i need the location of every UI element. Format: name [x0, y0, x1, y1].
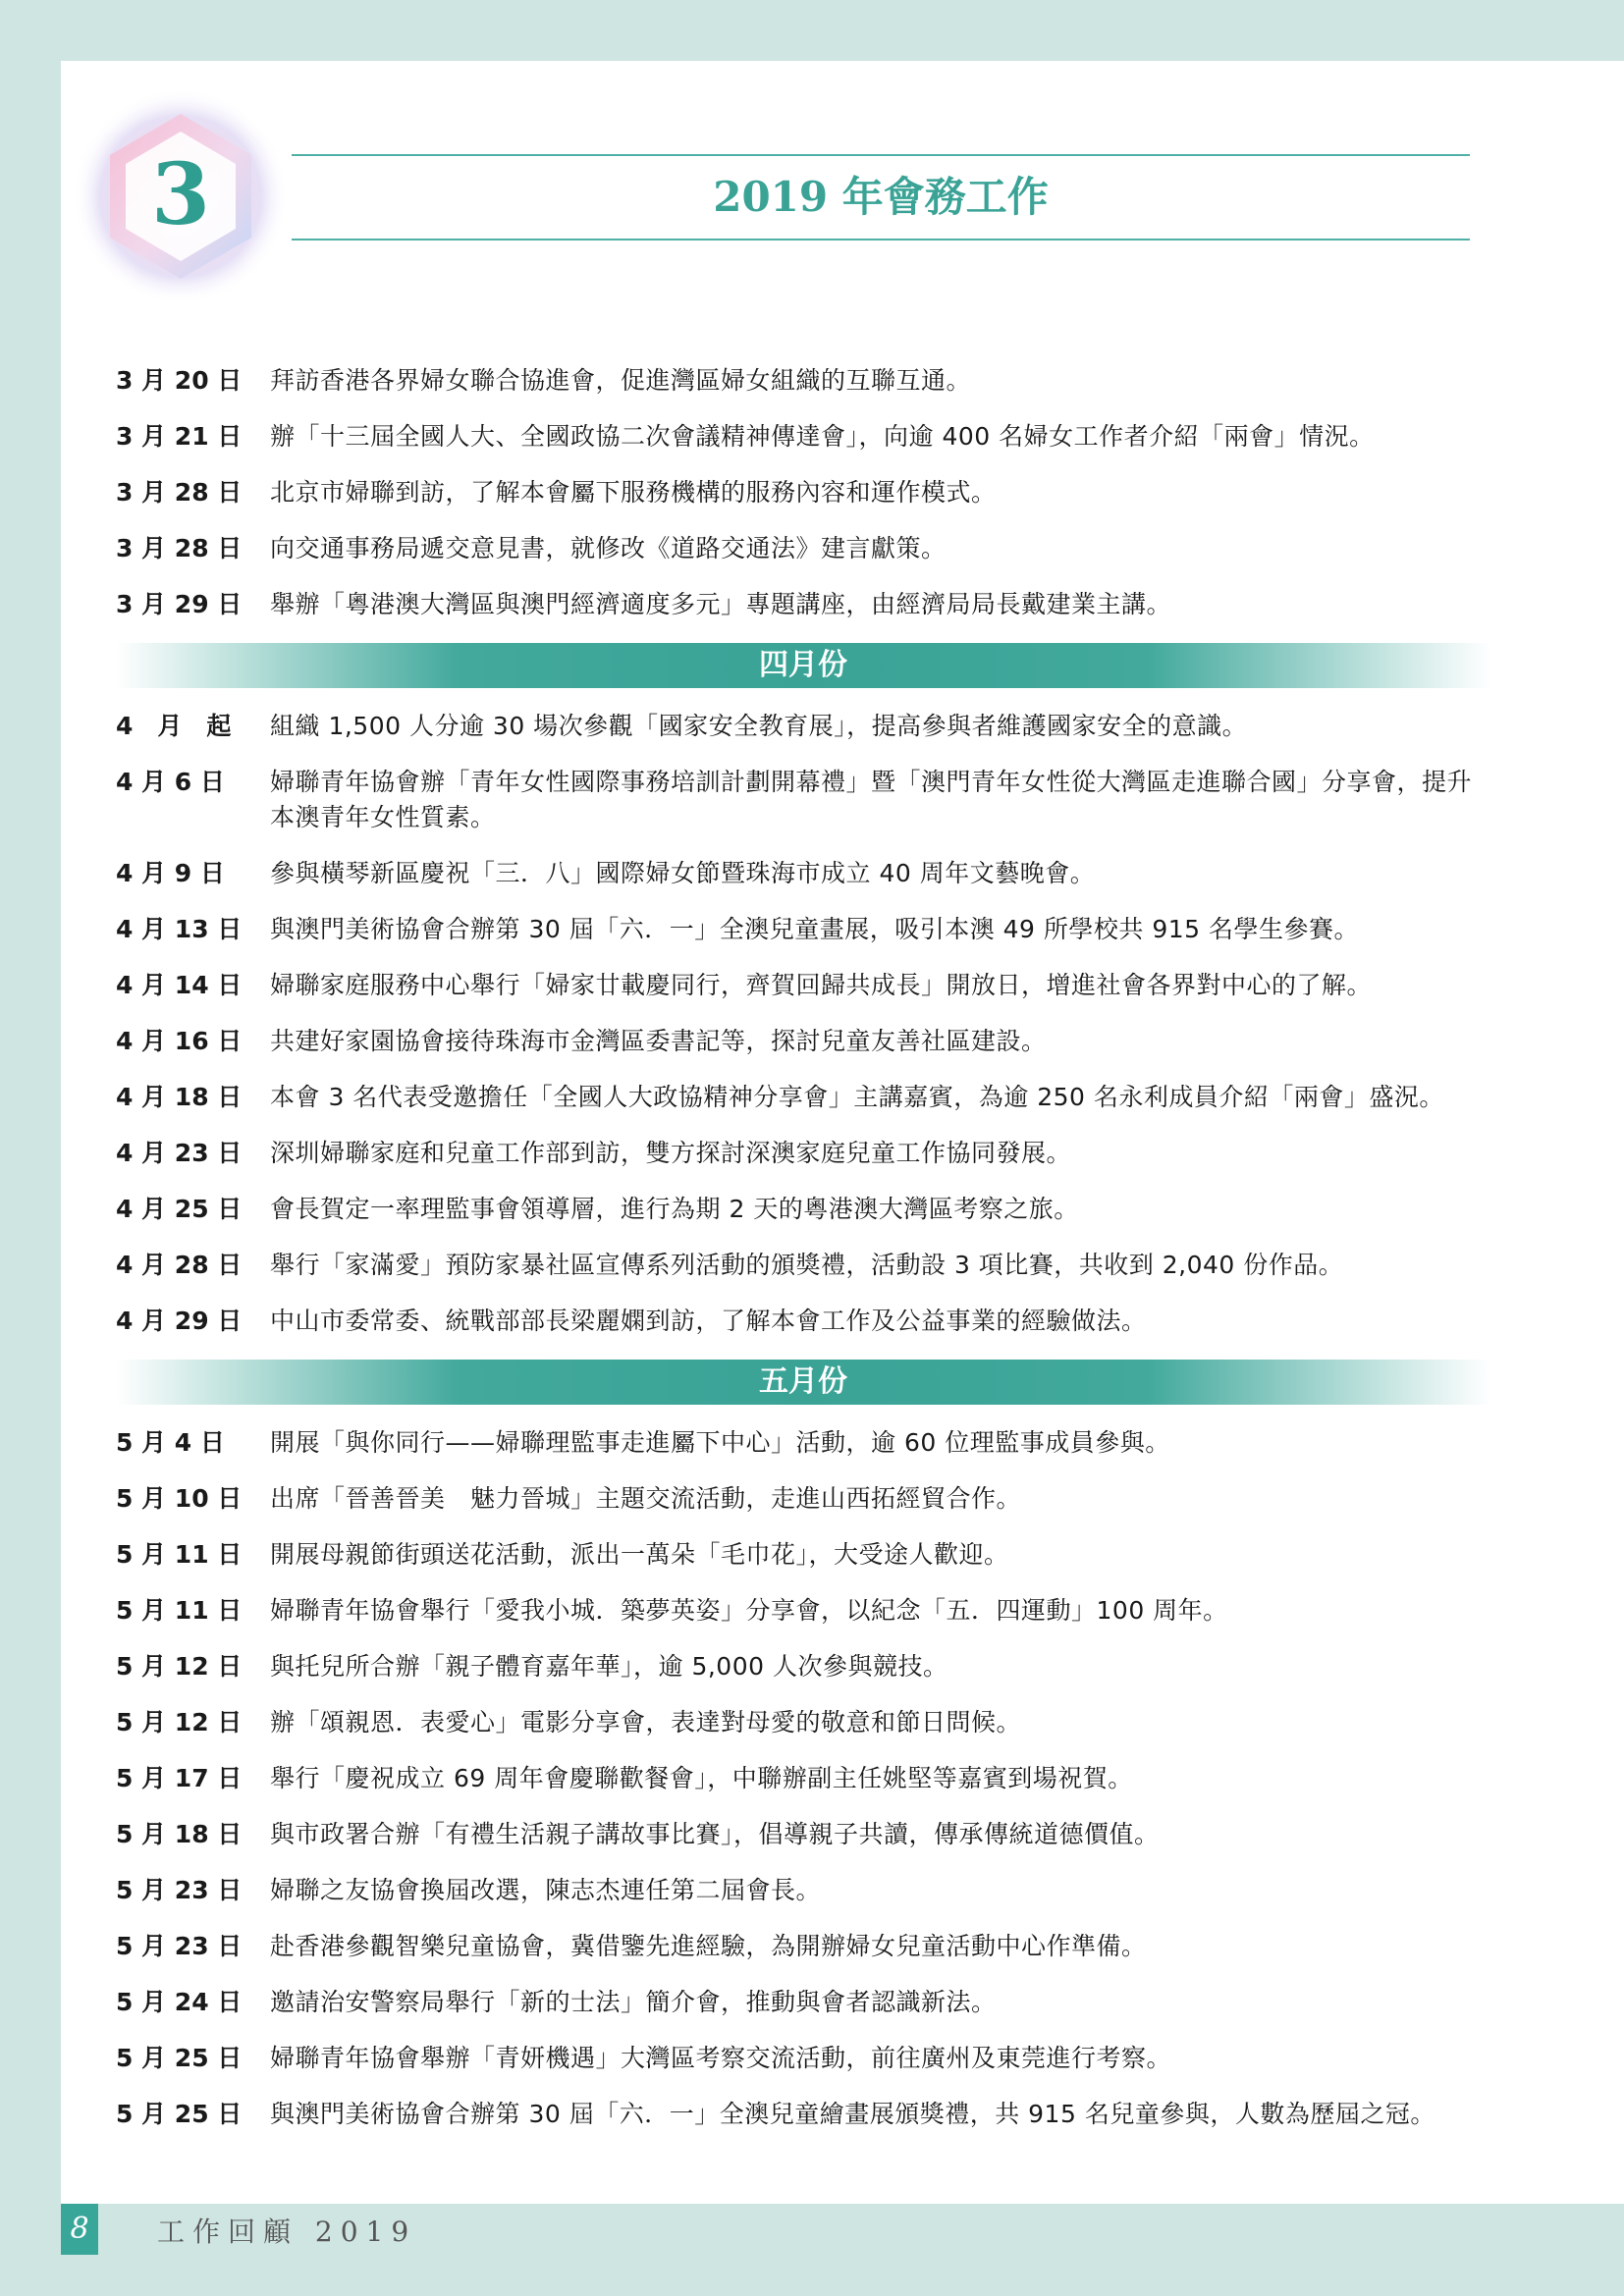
event-entry: [116, 531, 1490, 566]
event-date: 4 月 9 日: [116, 859, 225, 887]
event-entry: [116, 1817, 1490, 1852]
footer-title: 工作回顧 2019: [157, 2216, 417, 2248]
event-entry: [116, 1705, 1490, 1740]
event-description: 中山市委常委、統戰部部長梁麗嫻到訪，了解本會工作及公益事業的經驗做法。: [270, 1307, 1147, 1335]
event-date: 3 月 20 日: [116, 366, 243, 395]
event-entry: [116, 1192, 1490, 1227]
event-entry: [116, 709, 1490, 744]
event-description: 向交通事務局遞交意見書，就修改《道路交通法》建言獻策。: [270, 534, 947, 562]
event-date: 4 月 29 日: [116, 1307, 243, 1335]
event-description: 辦「十三屆全國人大、全國政協二次會議精神傳達會」，向逾 400 名婦女工作者介紹「兩會」情況。: [270, 422, 1375, 451]
event-description: 赴香港參觀智樂兒童協會，冀借鑒先進經驗，為開辦婦女兒童活動中心作準備。: [270, 1932, 1147, 1960]
event-entry: [116, 475, 1490, 510]
event-entry: [116, 912, 1490, 947]
event-description: 北京市婦聯到訪，了解本會屬下服務機構的服務內容和運作模式。: [270, 478, 997, 507]
event-date: 4 月 23 日: [116, 1139, 243, 1167]
event-entry: [116, 363, 1490, 399]
event-description: 與澳門美術協會合辦第 30 屆「六．一」全澳兒童畫展，吸引本澳 49 所學校共 915 名學生參賽。: [270, 915, 1360, 943]
event-entry: [116, 1080, 1490, 1115]
page-title: 2019 年會務工作: [713, 173, 1049, 221]
event-description: 與市政署合辦「有禮生活親子講故事比賽」，倡導親子共讀，傳承傳統道德價值。: [270, 1820, 1160, 1848]
month-header: 四月份: [116, 643, 1490, 688]
event-date: 5 月 10 日: [116, 1484, 243, 1513]
event-entry: [116, 1248, 1490, 1283]
event-entry: [116, 1593, 1490, 1629]
event-entry: [116, 2097, 1490, 2132]
event-entry: [116, 1537, 1490, 1573]
event-entry: [116, 856, 1490, 891]
event-description: 邀請治安警察局舉行「新的士法」簡介會，推動與會者認識新法。: [270, 1988, 997, 2016]
event-description: 參與橫琴新區慶祝「三．八」國際婦女節暨珠海市成立 40 周年文藝晚會。: [270, 859, 1096, 887]
event-list: [116, 363, 1490, 2153]
event-entry: [116, 587, 1490, 622]
event-date: 3 月 28 日: [116, 534, 243, 562]
event-description: 共建好家園協會接待珠海市金灣區委書記等，探討兒童友善社區建設。: [270, 1027, 1047, 1055]
event-description: 婦聯家庭服務中心舉行「婦家廿載慶同行，齊賀回歸共成長」開放日，增進社會各界對中心的了解。: [270, 971, 1373, 999]
event-entry: [116, 1761, 1490, 1796]
event-date: 5 月 12 日: [116, 1708, 243, 1736]
event-description: 婦聯青年協會舉行「愛我小城．築夢英姿」分享會，以紀念「五．四運動」100 周年。: [270, 1596, 1228, 1625]
event-description: 會長賀定一率理監事會領導層，進行為期 2 天的粵港澳大灣區考察之旅。: [270, 1195, 1079, 1223]
event-description: 與托兒所合辦「親子體育嘉年華」，逾 5,000 人次參與競技。: [270, 1652, 948, 1681]
event-entry: [116, 1985, 1490, 2020]
event-date: 3 月 21 日: [116, 422, 243, 451]
event-description: 舉行「慶祝成立 69 周年會慶聯歡餐會」，中聯辦副主任姚堅等嘉賓到場祝賀。: [270, 1764, 1133, 1792]
event-description: 舉辦「粵港澳大灣區與澳門經濟適度多元」專題講座，由經濟局局長戴建業主講。: [270, 590, 1172, 618]
event-date: 5 月 23 日: [116, 1932, 243, 1960]
event-description: 辦「頌親恩．表愛心」電影分享會，表達對母愛的敬意和節日問候。: [270, 1708, 1022, 1736]
event-entry: [116, 419, 1490, 454]
page-number: 8: [61, 2204, 98, 2255]
chapter-badge: [71, 86, 292, 307]
event-description: 深圳婦聯家庭和兒童工作部到訪，雙方探討深澳家庭兒童工作協同發展。: [270, 1139, 1072, 1167]
event-date: 5 月 25 日: [116, 2044, 243, 2072]
event-date: 4 月 25 日: [116, 1195, 243, 1223]
event-description: 婦聯之友協會換屆改選，陳志杰連任第二屆會長。: [270, 1876, 822, 1904]
event-date: 5 月 4 日: [116, 1428, 225, 1457]
event-entry: [116, 1873, 1490, 1908]
event-date: 5 月 11 日: [116, 1540, 243, 1569]
event-date: 3 月 29 日: [116, 590, 243, 618]
event-entry: [116, 2041, 1490, 2076]
event-date: 5 月 12 日: [116, 1652, 243, 1681]
event-description: 拜訪香港各界婦女聯合協進會，促進灣區婦女組織的互聯互通。: [270, 366, 972, 395]
title-rule-bottom: [292, 239, 1470, 240]
event-description: 出席「晉善晉美 魅力晉城」主題交流活動，走進山西拓經貿合作。: [270, 1484, 1022, 1513]
event-date: 4 月 14 日: [116, 971, 243, 999]
event-date: 4 月 16 日: [116, 1027, 243, 1055]
event-description: 婦聯青年協會舉辦「青妍機遇」大灣區考察交流活動，前往廣州及東莞進行考察。: [270, 2044, 1172, 2072]
event-date: 4 月 13 日: [116, 915, 243, 943]
event-date: 5 月 24 日: [116, 1988, 243, 2016]
title-rule-top: [292, 154, 1470, 156]
event-entry: [116, 1024, 1490, 1059]
event-description: 與澳門美術協會合辦第 30 屆「六．一」全澳兒童繪畫展頒獎禮，共 915 名兒童參與，人數為歷屆之冠。: [270, 2100, 1435, 2128]
event-date: 4 月 6 日: [116, 768, 225, 796]
event-description: 婦聯青年協會辦「青年女性國際事務培訓計劃開幕禮」暨「澳門青年女性從大灣區走進聯合國」分享會，提升本澳青年女性質素。: [270, 768, 1473, 831]
event-entry: [116, 1649, 1490, 1684]
month-header: 五月份: [116, 1360, 1490, 1405]
event-description: 組織 1,500 人分逾 30 場次參觀「國家安全教育展」，提高參與者維護國家安全的意識。: [270, 712, 1248, 740]
event-description: 本會 3 名代表受邀擔任「全國人大政協精神分享會」主講嘉賓，為逾 250 名永利成員介紹「兩會」盛況。: [270, 1083, 1444, 1111]
event-entry: [116, 968, 1490, 1003]
event-entry: [116, 1929, 1490, 1964]
event-date: 4 月 28 日: [116, 1251, 243, 1279]
event-entry: [116, 1481, 1490, 1517]
event-date: 5 月 23 日: [116, 1876, 243, 1904]
event-entry: [116, 765, 1490, 835]
event-date: 5 月 18 日: [116, 1820, 243, 1848]
event-date: 3 月 28 日: [116, 478, 243, 507]
event-description: 開展「與你同行——婦聯理監事走進屬下中心」活動，逾 60 位理監事成員參與。: [270, 1428, 1170, 1457]
event-entry: [116, 1136, 1490, 1171]
event-date: 4 月 18 日: [116, 1083, 243, 1111]
event-description: 舉行「家滿愛」預防家暴社區宣傳系列活動的頒獎禮，活動設 3 項比賽，共收到 2,040 份作品。: [270, 1251, 1344, 1279]
event-entry: [116, 1425, 1490, 1461]
event-description: 開展母親節街頭送花活動，派出一萬朵「毛巾花」，大受途人歡迎。: [270, 1540, 1009, 1569]
event-date: 5 月 17 日: [116, 1764, 243, 1792]
chapter-number: 3: [151, 145, 210, 244]
event-date: 5 月 25 日: [116, 2100, 243, 2128]
event-date: 5 月 11 日: [116, 1596, 243, 1625]
event-date: 4 月 起: [116, 712, 232, 740]
event-entry: [116, 1304, 1490, 1339]
